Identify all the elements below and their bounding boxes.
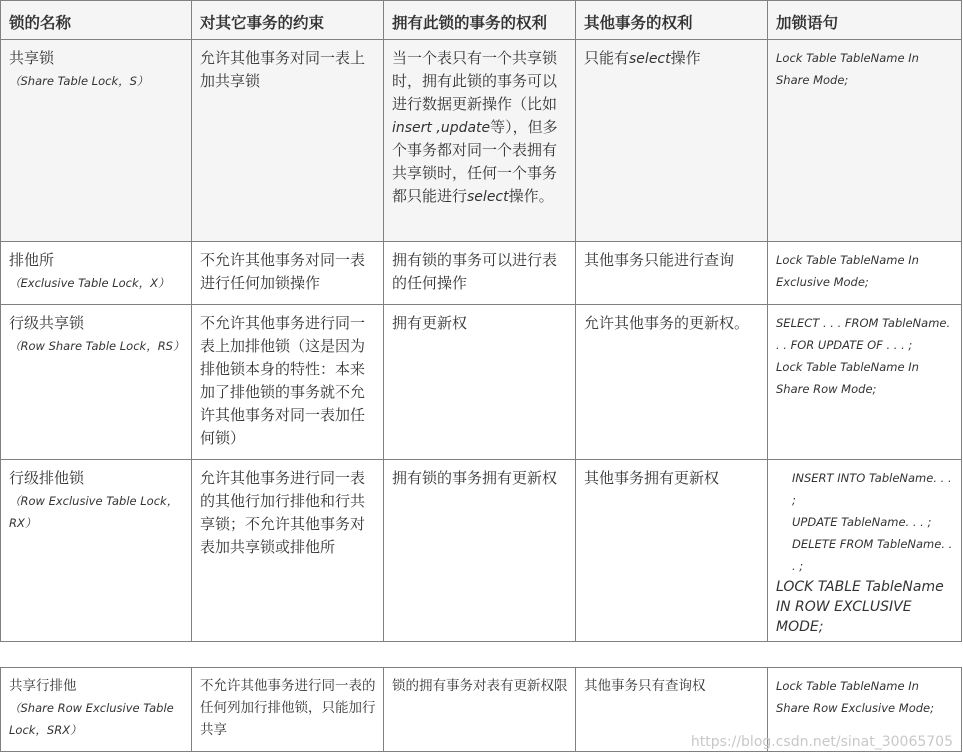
own-rights-cell: 拥有更新权 [384,305,576,460]
watermark-text: https://blog.csdn.net/sinat_30065705 [690,734,953,750]
header-own-rights: 拥有此锁的事务的权利 [384,1,576,40]
statement-line: Lock Table TableName In Exclusive Mode; [776,253,919,289]
other-rights-cell [576,40,768,242]
own-rights-cell: 拥有锁的事务拥有更新权 [384,460,576,642]
header-row [1,1,962,40]
table-row [1,460,962,642]
statement-line: Lock Table TableName In Share Row Mode; [776,360,919,396]
other-rights-text: 只能有 [584,49,630,67]
header-statement: 加锁语句 [768,1,962,40]
lock-name-cn: 排他所 [9,251,55,269]
constraint-cell: 不允许其他事务进行同一表的任何列加行排他锁，只能加行共享 [192,668,384,752]
other-rights-code: select [629,51,671,67]
header-other-rights: 其他事务的权利 [576,1,768,40]
own-rights-text: 操作。 [508,187,554,205]
lock-name-en: （Share Row Exclusive Table Lock，SRX） [9,701,174,737]
lock-name-cn: 共享锁 [9,49,55,67]
lock-name-cell [1,242,192,305]
header-lock-name: 锁的名称 [1,1,192,40]
own-rights-cell [384,40,576,242]
constraint-cell: 不允许其他事务进行同一表上加排他锁（这是因为排他锁本身的特性：本来加了排他锁的事务就不允许其他事务对同一表加任何锁） [192,305,384,460]
own-rights-code: insert ,update [392,120,491,136]
statement-cell: Lock Table TableName In Share Row Exclusive Mode; [768,668,962,752]
other-rights-cell: 其他事务只能进行查询 [576,242,768,305]
statement-cell [768,242,962,305]
statement-line: LOCK TABLE TableName IN ROW EXCLUSIVE MODE; [776,579,944,635]
statement-line: SELECT . . . FROM TableName. . . FOR UPDATE OF . . . ; [776,316,951,352]
lock-name-en: （Row Share Table Lock，RS） [9,339,185,353]
table-row [1,242,962,305]
statement-cell [768,305,962,460]
lock-name-en: （Row Exclusive Table Lock，RX） [9,494,179,530]
lock-name-cell [1,40,192,242]
own-rights-text: 等），但多个事务都对同一个表拥有共享锁时，任何一个事务都只能进行 [392,118,558,205]
table-row [1,40,962,242]
own-rights-cell: 锁的拥有事务对表有更新权限 [384,668,576,752]
statement-line: INSERT INTO TableName. . . ; [792,471,952,507]
statement-line: Lock Table TableName In Share Mode; [776,51,919,87]
constraint-cell: 允许其他事务对同一表上加共享锁 [192,40,384,242]
lock-name-en: （Exclusive Table Lock，X） [9,276,170,290]
lock-name-cn: 行级共享锁 [9,314,85,332]
statement-line: DELETE FROM TableName. . . ; [792,537,953,573]
other-rights-cell: 其他事务只有查询权 [576,668,768,752]
lock-name-cell [1,668,192,752]
own-rights-text: 当一个表只有一个共享锁时，拥有此锁的事务可以进行数据更新操作（比如 [392,49,558,113]
header-constraint: 对其它事务的约束 [192,1,384,40]
other-rights-cell: 其他事务拥有更新权 [576,460,768,642]
lock-name-cell [1,460,192,642]
table-row [1,305,962,460]
lock-name-cn: 行级排他锁 [9,469,85,487]
other-rights-text: 操作 [670,49,701,67]
own-rights-code: select [467,189,509,205]
constraint-cell: 不允许其他事务对同一表进行任何加锁操作 [192,242,384,305]
statement-cell [768,460,962,642]
constraint-cell: 允许其他事务进行同一表的其他行加行排他和行共享锁；不允许其他事务对表加共享锁或排他所 [192,460,384,642]
statement-line: UPDATE TableName. . . ; [792,515,932,529]
other-rights-cell: 允许其他事务的更新权。 [576,305,768,460]
lock-name-cell [1,305,192,460]
lock-name-cn: 共享行排他 [9,678,77,694]
lock-name-en: （Share Table Lock，S） [9,74,149,88]
own-rights-cell: 拥有锁的事务可以进行表的任何操作 [384,242,576,305]
statement-cell [768,40,962,242]
